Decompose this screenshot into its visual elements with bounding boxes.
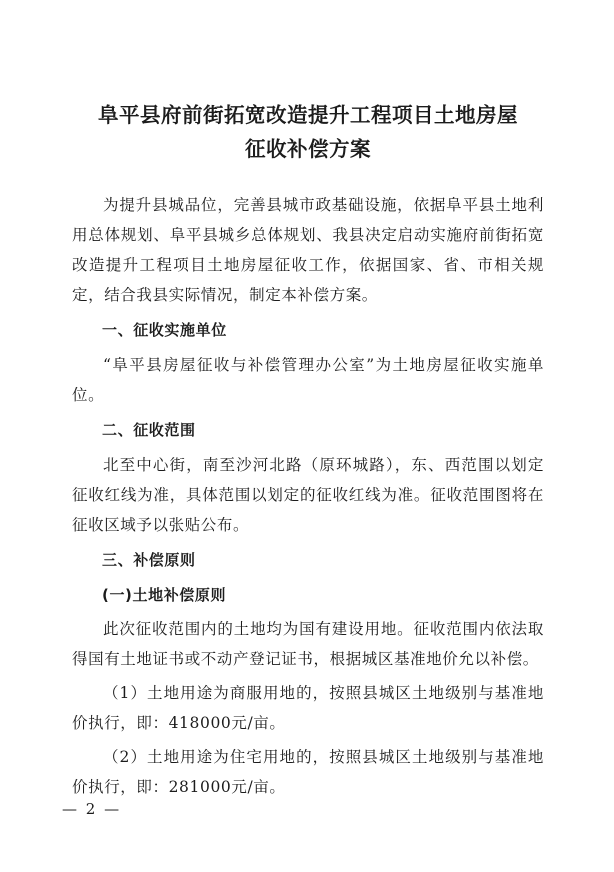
land-paragraph: 此次征收范围内的土地均为国有建设用地。征收范围内依法取得国有土地证书或不动产登记证书，根据城区基准地价允以补偿。 bbox=[72, 620, 544, 668]
section-heading-principles: 三、补偿原则 bbox=[102, 551, 196, 569]
page-number: — 2 — bbox=[62, 800, 122, 818]
title-line-2: 征收补偿方案 bbox=[245, 137, 371, 161]
document-title bbox=[72, 98, 544, 166]
land-item-commercial: （1）土地用途为商服用地的，按照县城区土地级别与基准地价执行，即：418000元/亩。 bbox=[72, 684, 544, 732]
section-heading-implementing-unit: 一、征收实施单位 bbox=[102, 321, 227, 339]
title-line-1: 阜平县府前街拓宽改造提升工程项目土地房屋 bbox=[98, 103, 518, 127]
section-text-scope: 北至中心街，南至沙河北路（原环城路），东、西范围以划定征收红线为准，具体范围以划定的征收红线为准。征收范围图将在征收区域予以张贴公布。 bbox=[72, 456, 544, 534]
subheading-land-compensation: (一)土地补偿原则 bbox=[102, 586, 227, 604]
section-text-implementing-unit: “阜平县房屋征收与补偿管理办公室”为土地房屋征收实施单位。 bbox=[72, 356, 544, 404]
section-heading-scope: 二、征收范围 bbox=[102, 421, 196, 439]
intro-paragraph: 为提升县城品位，完善县城市政基础设施，依据阜平县土地利用总体规划、阜平县城乡总体规划、我县决定启动实施府前街拓宽改造提升工程项目土地房屋征收工作，依据国家、省、市相关规定，结合我县实际情况，制定本补偿方案。 bbox=[72, 196, 544, 304]
land-item-residential: （2）土地用途为住宅用地的，按照县城区土地级别与基准地价执行，即：281000元/亩。 bbox=[72, 748, 544, 796]
